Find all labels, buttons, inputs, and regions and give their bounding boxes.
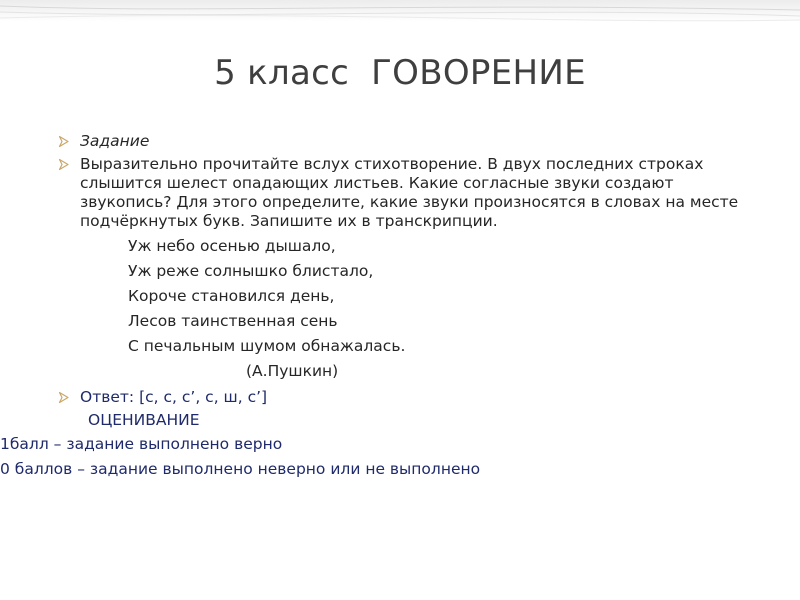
poem-line: Уж реже солнышко блистало,: [128, 262, 374, 280]
slide-title: [0, 52, 800, 94]
slide-content: [0, 132, 768, 482]
decorative-lines: [0, 0, 800, 26]
hollow-arrow-bullet-icon: [58, 391, 70, 404]
answer-text: Ответ: [с, с, с’, с, ш, с’]: [80, 388, 268, 406]
poem-line: Уж небо осенью дышало,: [128, 237, 336, 255]
task-label-row: [58, 132, 768, 151]
poem-line: Короче становился день,: [128, 287, 335, 305]
answer-row: [58, 386, 768, 408]
task-label: Задание: [80, 132, 150, 150]
hollow-arrow-bullet-icon: [58, 135, 70, 148]
poem: [128, 234, 768, 384]
slide-title-grade: 5 класс: [214, 53, 350, 93]
poem-author: (А.Пушкин): [246, 362, 339, 380]
poem-line: С печальным шумом обнажалась.: [128, 337, 406, 355]
slide-title-topic: ГОВОРЕНИЕ: [371, 53, 586, 93]
grading-line-correct: 1балл – задание выполнено верно: [0, 435, 283, 453]
grading-title: ОЦЕНИВАНИЕ: [88, 411, 200, 429]
task-text-row: [58, 155, 768, 231]
grading-line-incorrect: 0 баллов – задание выполнено неверно или не выполнено: [0, 460, 481, 478]
hollow-arrow-bullet-icon: [58, 158, 70, 171]
poem-line: Лесов таинственная сень: [128, 312, 338, 330]
task-text: Выразительно прочитайте вслух стихотворение. В двух последних строках слышится шелест опадающих листьев. Какие согласные звуки создают звукопись? Для этого определите, какие звуки произносятся в словах на месте подчёркнутых букв. Запишите их в транскрипции.: [80, 155, 739, 230]
